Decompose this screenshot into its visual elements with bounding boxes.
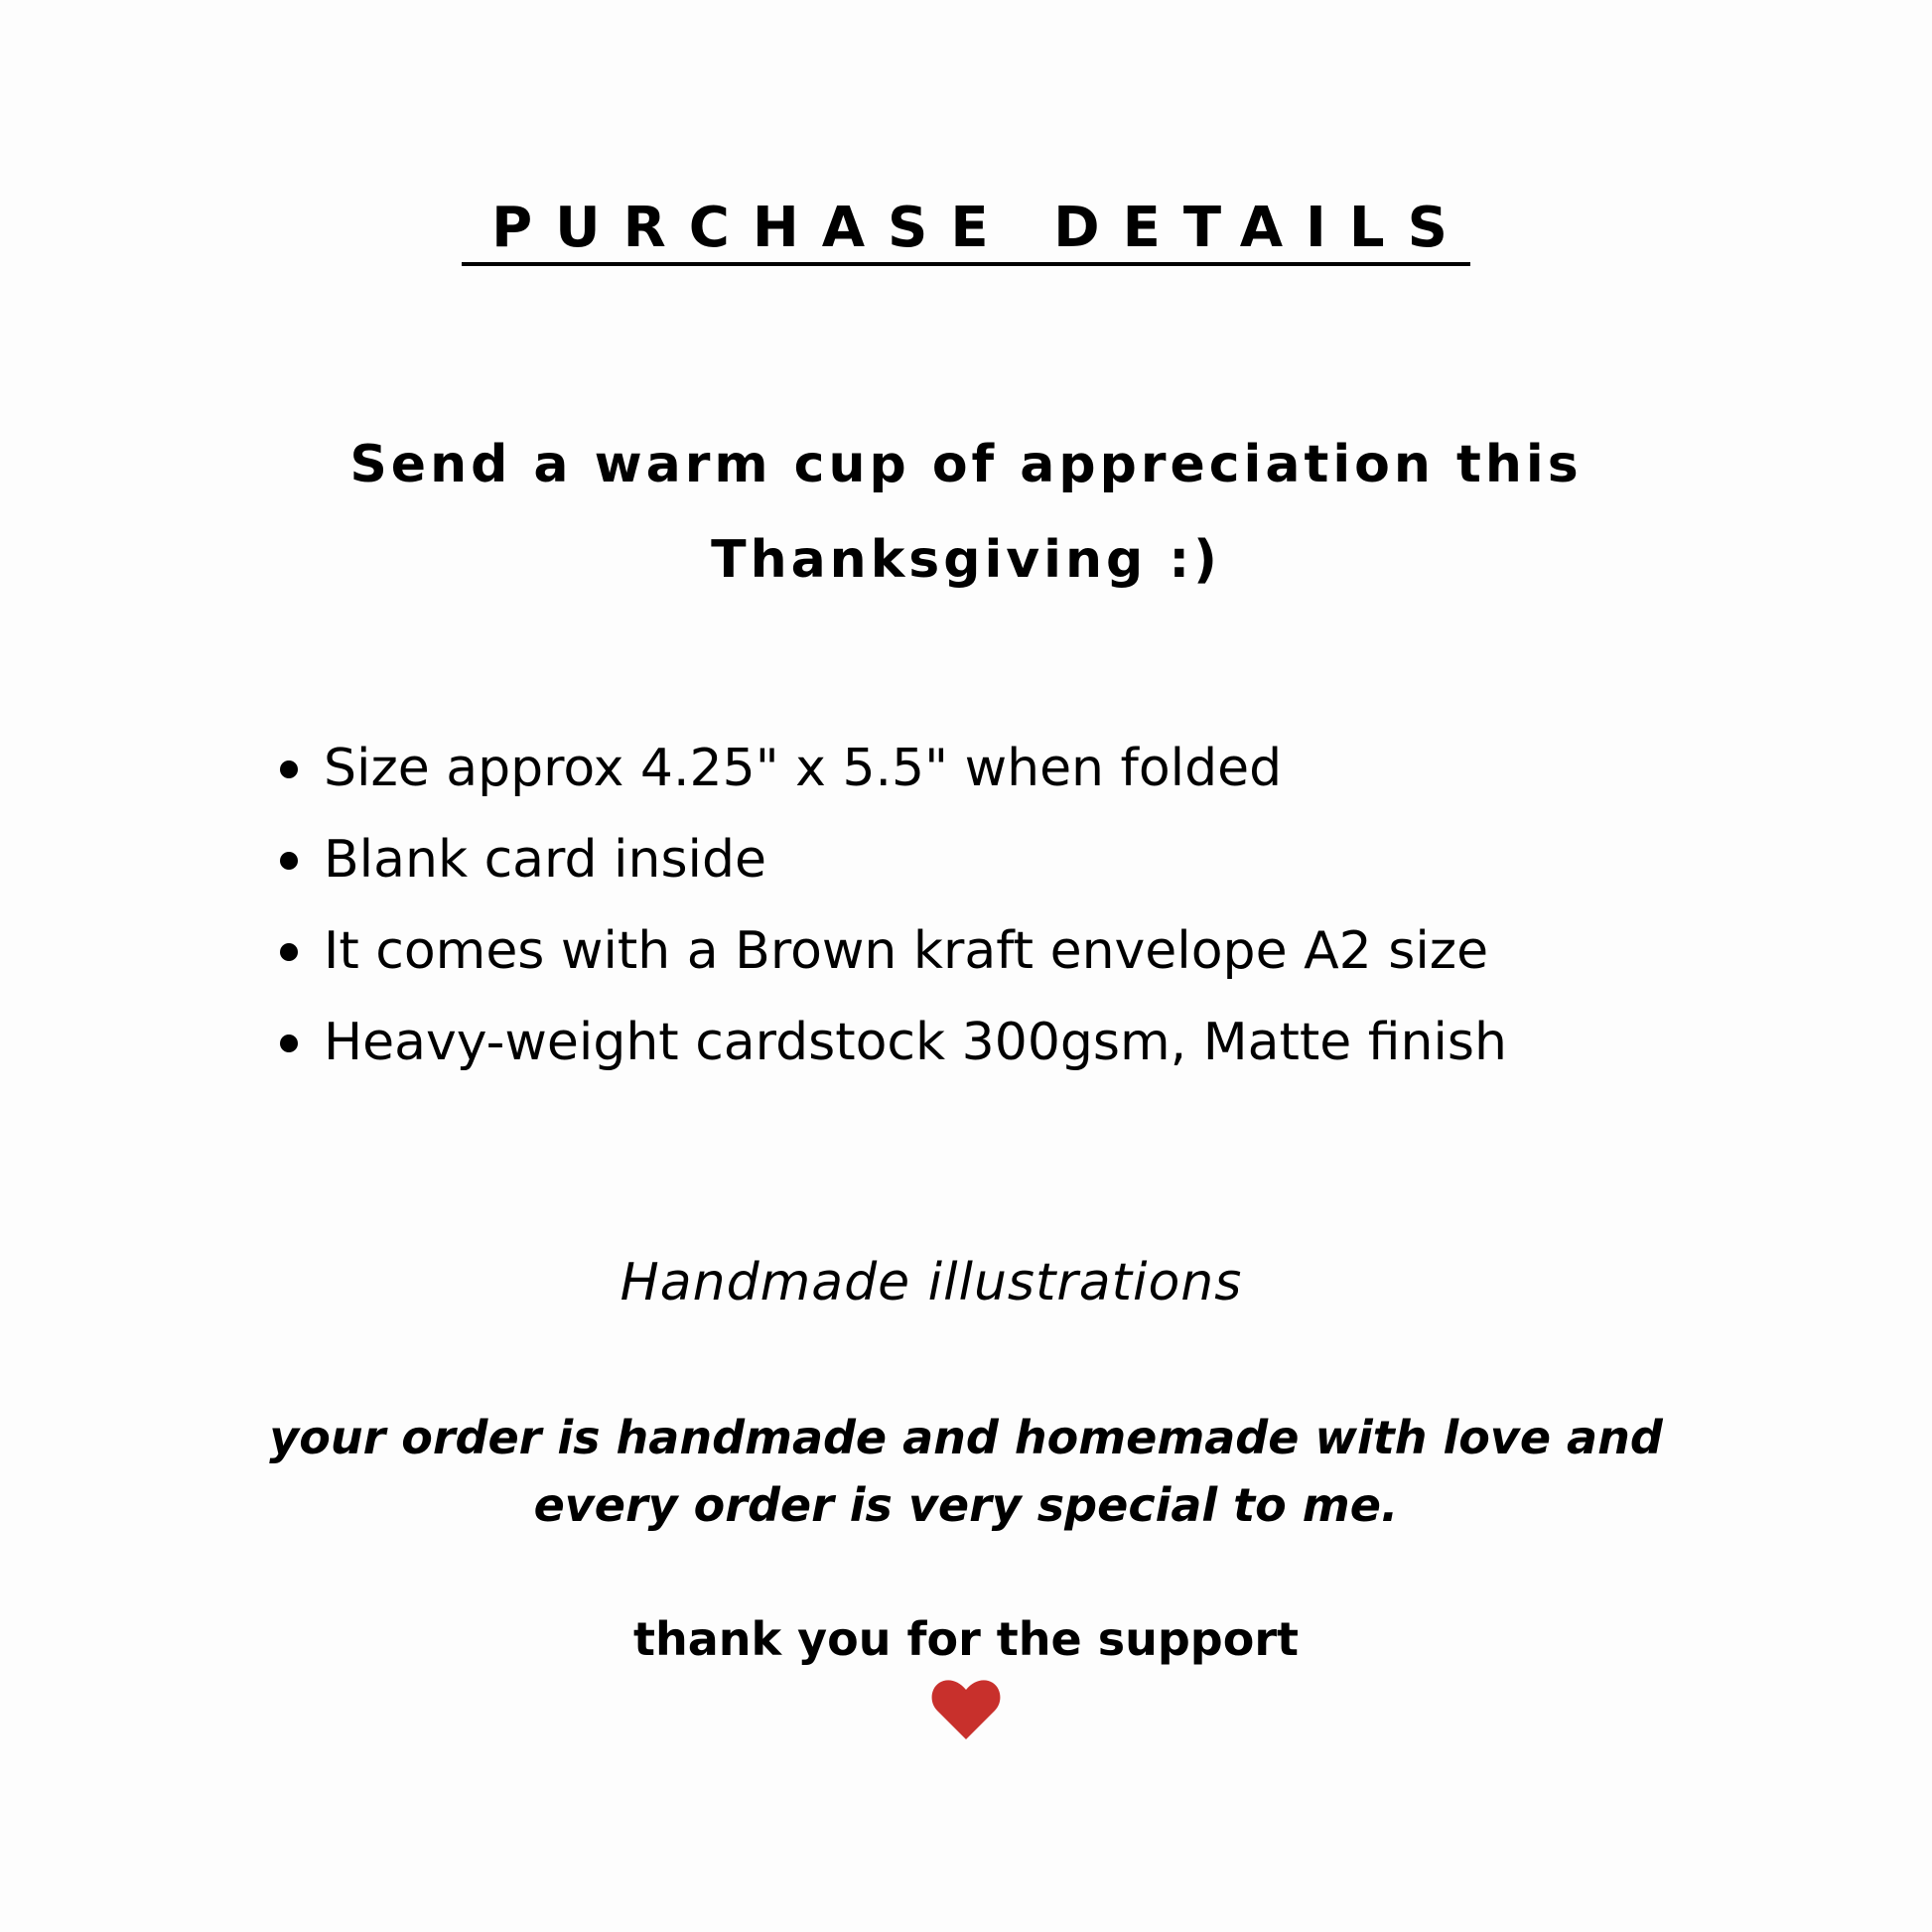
bullet-icon — [280, 760, 298, 778]
feature-text: Blank card inside — [324, 830, 766, 890]
heart-icon — [931, 1678, 1001, 1741]
feature-list — [280, 723, 1507, 1088]
list-item — [280, 997, 1507, 1088]
list-item — [280, 814, 1507, 905]
list-item — [280, 723, 1507, 814]
feature-text: Heavy-weight cardstock 300gsm, Matte finish — [324, 1013, 1507, 1072]
message-line-2: every order is very special to me. — [533, 1478, 1399, 1532]
feature-text: Size approx 4.25" x 5.5" when folded — [324, 739, 1283, 798]
bullet-icon — [280, 943, 298, 961]
handmade-message — [0, 1404, 1932, 1539]
feature-text: It comes with a Brown kraft envelope A2 size — [324, 921, 1489, 981]
thanks-text: thank you for the support — [632, 1612, 1299, 1666]
title-wrapper — [0, 196, 1932, 266]
intro-line-1: Send a warm cup of appreciation this — [349, 435, 1583, 494]
bullet-icon — [280, 852, 298, 870]
intro-text — [0, 417, 1932, 608]
bullet-icon — [280, 1035, 298, 1052]
page-title: PURCHASE DETAILS — [462, 199, 1470, 266]
tagline: Handmade illustrations — [620, 1253, 1243, 1312]
list-item — [280, 905, 1507, 997]
intro-line-2: Thanksgiving :) — [711, 530, 1221, 590]
message-line-1: your order is handmade and homemade with love and — [269, 1411, 1663, 1464]
